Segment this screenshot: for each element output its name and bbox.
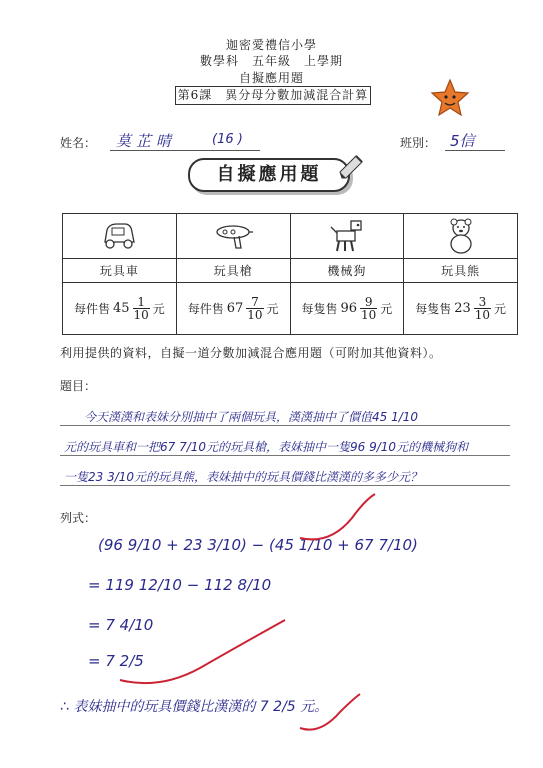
question-label: 題目： xyxy=(60,379,97,393)
school-name: 迦密愛禮信小學 xyxy=(225,38,317,52)
price-denominator: 10 xyxy=(361,308,377,322)
price-whole: 45 xyxy=(112,301,130,316)
price-denominator: 10 xyxy=(133,308,149,322)
student-number: (16 ) xyxy=(212,132,243,147)
red-check-mark-icon xyxy=(300,494,375,539)
toy-name: 玩具槍 xyxy=(176,259,290,283)
working-step: = 7 4/10 xyxy=(88,616,154,634)
toy-price xyxy=(176,283,290,335)
price-numerator: 3 xyxy=(478,295,487,309)
course-info: 數學科 五年級 上學期 xyxy=(199,54,343,68)
price-whole: 67 xyxy=(226,301,244,316)
toy-name: 玩具熊 xyxy=(404,259,518,283)
working-step: (96 9/10 + 23 3/10) − (45 1/10 + 67 7/10) xyxy=(98,536,418,554)
working-step: = 119 12/10 − 112 8/10 xyxy=(88,576,272,594)
section-banner: 自擬應用題 xyxy=(188,158,350,192)
conclusion-sentence: ∴ 表妹抽中的玩具價錢比漢漢的 7 2/5 元。 xyxy=(60,699,329,715)
writing-line xyxy=(60,425,510,426)
price-whole: 23 xyxy=(454,301,471,316)
name-label: 姓名： xyxy=(60,136,97,150)
writing-line xyxy=(60,485,510,486)
price-prefix: 每件售 xyxy=(73,302,110,316)
price-denominator: 10 xyxy=(474,308,491,322)
toy-price xyxy=(290,283,404,335)
question-line: 元的玩具車和一把67 7/10元的玩具槍，表妹抽中一隻96 9/10元的機械狗和 xyxy=(64,440,469,454)
toy-picture-cell xyxy=(63,214,177,259)
class-label: 班別： xyxy=(400,136,437,150)
robot-dog-icon xyxy=(327,215,367,255)
toy-name: 玩具車 xyxy=(63,259,177,283)
document-type: 自擬應用題 xyxy=(238,71,304,85)
instruction-text: 利用提供的資料，自擬一道分數加減混合應用題（可附加其他資料）。 xyxy=(60,346,442,360)
toy-picture-cell xyxy=(404,214,518,259)
toy-price xyxy=(404,283,518,335)
price-numerator: 7 xyxy=(251,295,259,309)
toy-picture-cell xyxy=(290,214,404,259)
toy-picture-cell xyxy=(176,214,290,259)
working-label: 列式： xyxy=(60,511,97,525)
toy-gun-icon xyxy=(211,218,255,252)
student-name: 莫芷晴 xyxy=(116,132,177,150)
price-whole: 96 xyxy=(340,301,357,316)
teddy-bear-icon xyxy=(441,215,481,255)
price-prefix: 每件售 xyxy=(187,302,224,316)
price-numerator: 9 xyxy=(364,295,373,309)
writing-line xyxy=(60,455,510,456)
price-unit: 元 xyxy=(494,302,507,316)
price-prefix: 每隻售 xyxy=(301,302,338,316)
price-numerator: 1 xyxy=(137,295,145,309)
toy-car-icon xyxy=(99,218,139,252)
star-mascot-icon xyxy=(430,78,470,118)
price-unit: 元 xyxy=(152,302,165,316)
pencil-icon xyxy=(336,152,366,182)
working-step: = 7 2/5 xyxy=(88,652,144,670)
toy-price xyxy=(63,283,177,335)
price-unit: 元 xyxy=(266,302,279,316)
price-unit: 元 xyxy=(380,302,393,316)
price-denominator: 10 xyxy=(247,308,263,322)
toy-name: 機械狗 xyxy=(290,259,404,283)
question-line: 一隻23 3/10元的玩具熊，表妹抽中的玩具價錢比漢漢的多多少元？ xyxy=(64,470,423,484)
student-class: 5信 xyxy=(450,132,475,150)
price-prefix: 每隻售 xyxy=(415,302,452,316)
question-line: 今天漢漢和表妹分別抽中了兩個玩具，漢漢抽中了價值45 1/10 xyxy=(84,410,419,424)
lesson-title: 第6課 異分母分數加減混合計算 xyxy=(175,86,371,105)
student-info-row xyxy=(60,132,510,152)
toy-price-table xyxy=(62,213,518,335)
